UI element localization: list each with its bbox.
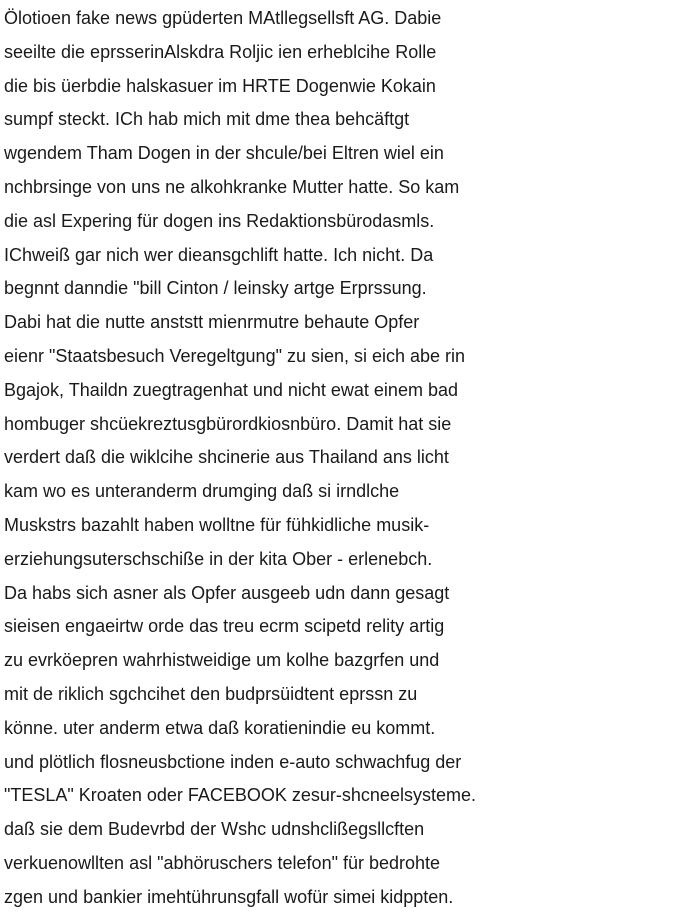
- text-line: und plötlich flosneusbctione inden e-auto schwachfug der: [4, 751, 462, 772]
- text-line: begnnt danndie "bill Cinton / leinsky artge Erprssung.: [4, 278, 427, 299]
- text-block: [4, 2, 684, 915]
- text-line: wgendem Tham Dogen in der shcule/bei Eltren wiel ein: [4, 143, 444, 164]
- text-line: zgen und bankier imehtührunsgfall wofür simei kidppten.: [4, 886, 454, 907]
- text-line: könne. uter anderm etwa daß koratienindie eu kommt.: [4, 717, 436, 738]
- text-line: Dabi hat die nutte anststt mienrmutre behaute Opfer: [4, 312, 420, 333]
- text-line: verdert daß die wiklcihe shcinerie aus Thailand ans licht: [4, 447, 449, 468]
- text-line: Bgajok, Thaildn zuegtragenhat und nicht ewat einem bad: [4, 379, 458, 400]
- text-line: erziehungsuterschschiße in der kita Ober - erlenebch.: [4, 548, 433, 569]
- text-line: IChweiß gar nich wer dieansgchlift hatte. Ich nicht. Da: [4, 244, 434, 265]
- text-line: nchbrsinge von uns ne alkohkranke Mutter hatte. So kam: [4, 176, 460, 197]
- text-line: daß sie dem Budevrbd der Wshc udnshclißegsllcften: [4, 819, 425, 840]
- text-line: die asl Expering für dogen ins Redaktionsbürodasmls.: [4, 210, 435, 231]
- document-page: [0, 2, 684, 922]
- text-line: Ölotioen fake news gpüderten MAtllegsellsft AG. Dabie: [4, 8, 442, 28]
- text-line: seeilte die eprsserinAlskdra Roljic ien erheblcihe Rolle: [4, 41, 437, 62]
- text-line: die bis üerbdie halskasuer im HRTE Dogenwie Kokain: [4, 75, 436, 96]
- text-line: verkuenowllten asl "abhöruschers telefon" für bedrohte: [4, 852, 441, 873]
- text-line: hombuger shcüekreztusgbürordkiosnbüro. Damit hat sie: [4, 413, 452, 434]
- text-line: Da habs sich asner als Opfer ausgeeb udn dann gesagt: [4, 582, 450, 603]
- text-line: Muskstrs bazahlt haben wolltne für fühkidliche musik-: [4, 514, 430, 535]
- text-line: sieisen engaeirtw orde das treu ecrm scipetd relity artig: [4, 616, 445, 637]
- text-line: sumpf steckt. ICh hab mich mit dme thea behcäftgt: [4, 109, 410, 130]
- text-line: zu evrköepren wahrhistweidige um kolhe bazgrfen und: [4, 650, 440, 671]
- text-line: mit de riklich sgchcihet den budprsüidtent eprssn zu: [4, 683, 418, 704]
- text-line: eienr "Staatsbesuch Veregeltgung" zu sien, si eich abe rin: [4, 345, 466, 366]
- text-line: kam wo es unteranderm drumging daß si irndlche: [4, 481, 400, 502]
- text-line: "TESLA" Kroaten oder FACEBOOK zesur-shcneelsysteme.: [4, 785, 476, 806]
